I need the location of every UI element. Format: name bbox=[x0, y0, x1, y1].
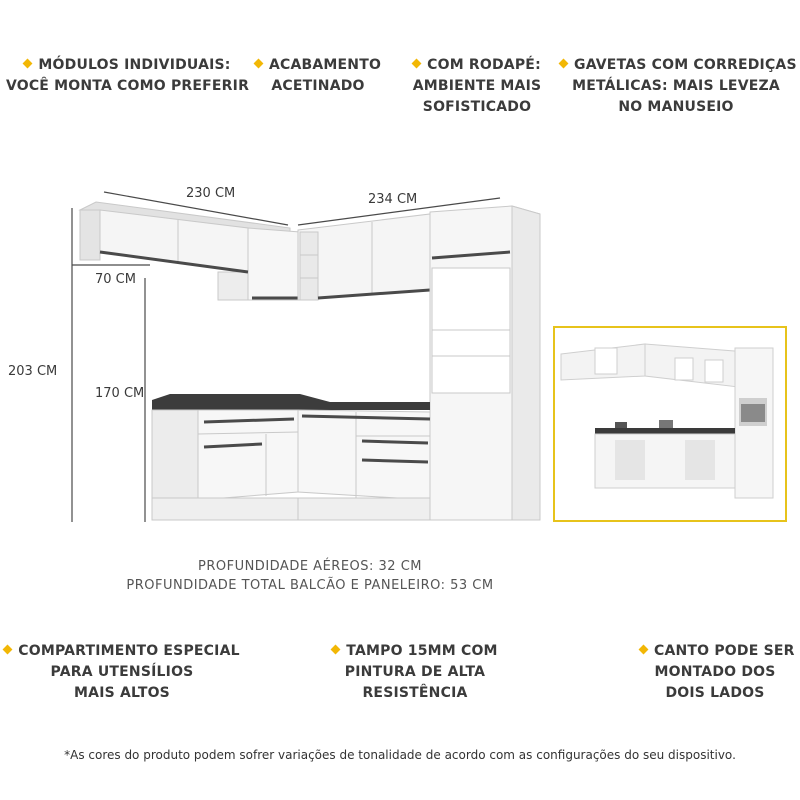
feature-modulos: MÓDULOS INDIVIDUAIS: VOCÊ MONTA COMO PREFERIR bbox=[5, 57, 250, 94]
kitchen-render bbox=[555, 328, 785, 520]
diamond-bullet-icon bbox=[639, 645, 649, 655]
feature-acabamento: ACABAMENTO ACETINADO bbox=[248, 55, 388, 97]
depth-note-aereos: PROFUNDIDADE AÉREOS: 32 CM bbox=[197, 559, 422, 574]
feature-gavetas: GAVETAS COM CORREDIÇAS METÁLICAS: MAIS LEVEZA NO MANUSEIO bbox=[560, 55, 792, 118]
base-cabinets-right bbox=[298, 410, 430, 520]
feature-canto: CANTO PODE SER MONTADO DOS DOIS LADOS bbox=[640, 641, 790, 704]
base-cabinets-left bbox=[152, 410, 298, 520]
color-disclaimer: *As cores do produto podem sofrer variações de tonalidade de acordo com as configurações do seu dispositivo. bbox=[64, 748, 736, 762]
dimension-label-170: 170 CM bbox=[95, 386, 145, 401]
dimension-label-203: 203 CM bbox=[8, 364, 58, 379]
kitchen-technical-drawing bbox=[0, 170, 560, 540]
feature-tampo: TAMPO 15MM COM PINTURA DE ALTA RESISTÊNCIA bbox=[330, 641, 500, 704]
diamond-bullet-icon bbox=[412, 59, 422, 69]
kitchen-preview-image bbox=[553, 326, 787, 522]
feature-rodape: COM RODAPÉ: AMBIENTE MAIS SOFISTICADO bbox=[412, 57, 542, 115]
tall-pantry-cabinet bbox=[430, 206, 540, 520]
depth-note-balcao: PROFUNDIDADE TOTAL BALCÃO E PANELEIRO: 53 CM bbox=[126, 578, 494, 593]
dimension-label-70: 70 CM bbox=[95, 272, 136, 287]
feature-compartimento: COMPARTIMENTO ESPECIAL PARA UTENSÍLIOS MAIS ALTOS bbox=[2, 641, 242, 704]
dimension-label-234: 234 CM bbox=[368, 192, 418, 207]
countertop bbox=[152, 394, 430, 410]
diamond-bullet-icon bbox=[331, 645, 341, 655]
upper-cabinets-right bbox=[298, 214, 430, 300]
diamond-bullet-icon bbox=[3, 645, 13, 655]
dimension-label-230: 230 CM bbox=[186, 186, 236, 201]
diamond-bullet-icon bbox=[559, 59, 569, 69]
diamond-bullet-icon bbox=[23, 59, 33, 69]
diamond-bullet-icon bbox=[253, 59, 263, 69]
